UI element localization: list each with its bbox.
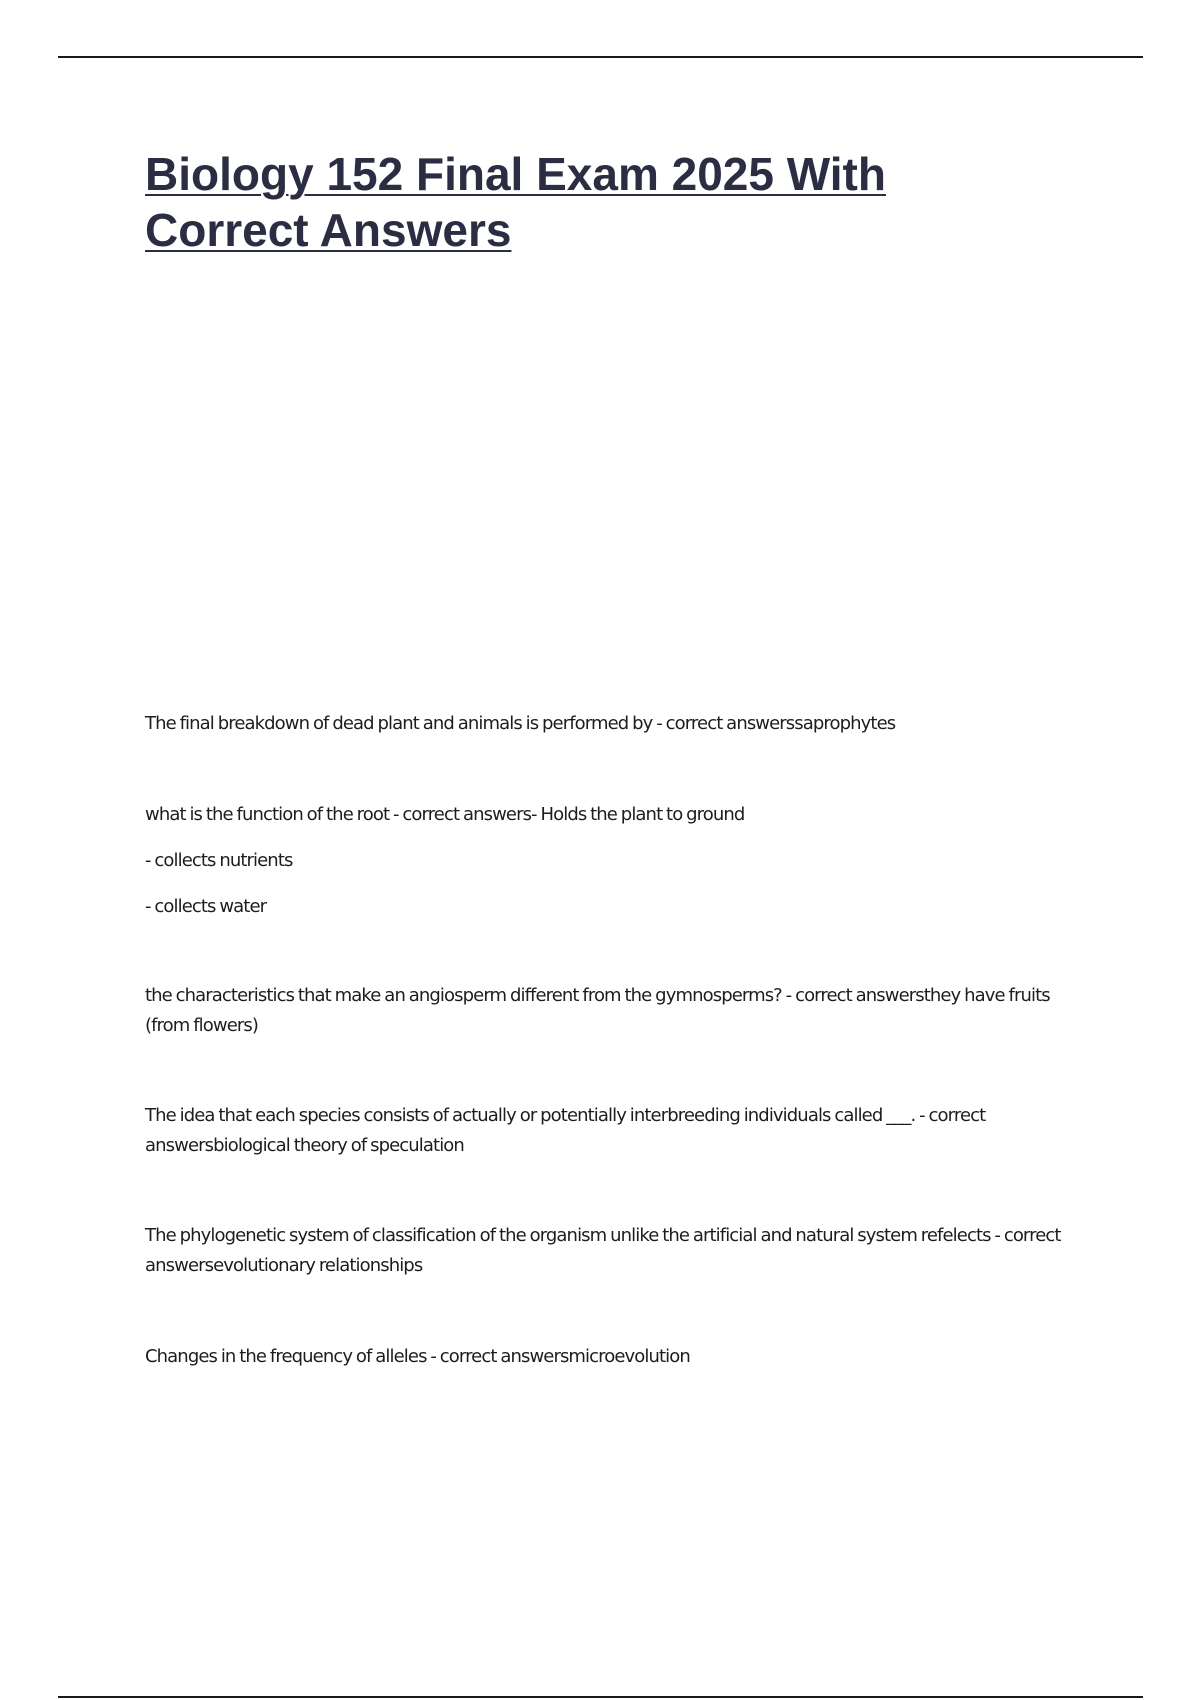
qa-item-subpoint: - collects nutrients	[145, 850, 293, 871]
qa-item-text: The final breakdown of dead plant and animals is performed by - correct answerssaprophytes	[145, 713, 896, 734]
qa-item-4	[145, 1101, 1080, 1161]
footer-rule	[58, 1696, 1143, 1698]
qa-item-5	[145, 1221, 1080, 1281]
qa-item-text: The phylogenetic system of classification of the organism unlike the artificial and natural system refelects - correct answersevolutionary relationships	[145, 1225, 1061, 1276]
qa-item-6	[145, 1342, 1080, 1372]
document-title: Biology 152 Final Exam 2025 With Correct Answers	[145, 148, 886, 256]
qa-item-text: Changes in the frequency of alleles - correct answersmicroevolution	[145, 1346, 690, 1367]
qa-item-subpoint: - collects water	[145, 896, 267, 917]
header-rule	[58, 56, 1143, 58]
qa-item-text: the characteristics that make an angiosperm different from the gymnosperms? - correct answersthey have fruits (from flowers)	[145, 985, 1050, 1036]
qa-item-2	[145, 800, 1080, 922]
qa-item-text: The idea that each species consists of actually or potentially interbreeding individuals called ___. - correct answersbiological theory of speculation	[145, 1105, 986, 1156]
qa-item-text: what is the function of the root - correct answers- Holds the plant to ground	[145, 804, 745, 825]
qa-item-1	[145, 709, 1080, 739]
qa-item-3	[145, 981, 1080, 1041]
